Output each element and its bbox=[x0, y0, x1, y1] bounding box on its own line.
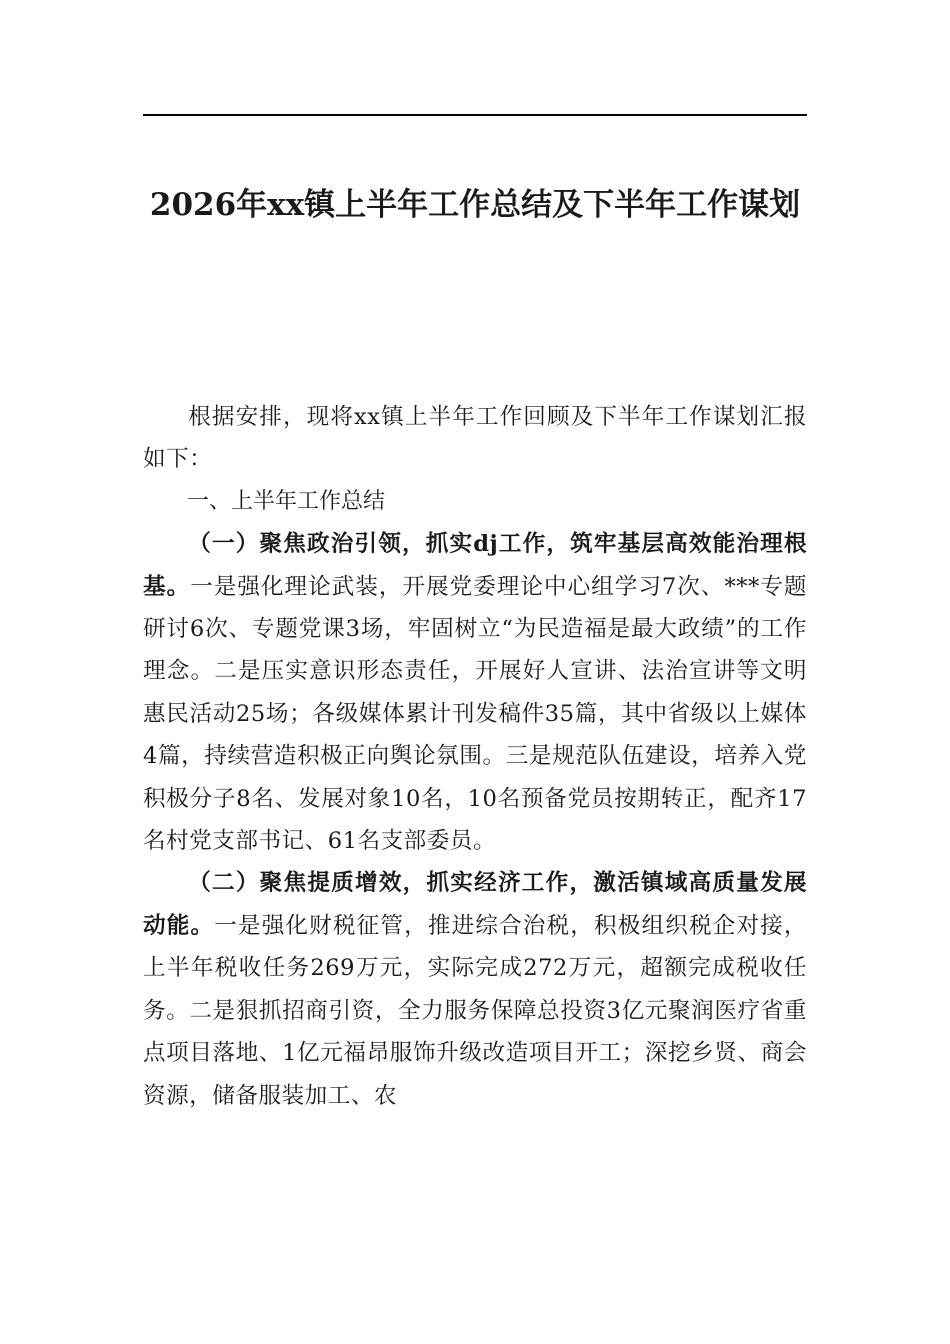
paragraph-body: 一是强化财税征管，推进综合治税，积极组织税企对接，上半年税收任务269万元，实际完成272万元，超额完成税收任务。二是狠抓招商引资，全力服务保障总投资3亿元聚润医疗省重点项目落地、1亿元福昂服饰升级改造项目开工；深挖乡贤、商会资源，储备服装加工、农 bbox=[143, 912, 808, 1109]
document-body bbox=[143, 396, 807, 1117]
paragraph-lead: （一）聚焦政治引领，抓实dj工作，筑牢基层高效能治理根基。 bbox=[143, 531, 807, 600]
paragraph-item-1 bbox=[143, 523, 807, 862]
paragraph-item-2 bbox=[143, 862, 807, 1116]
intro-paragraph: 根据安排，现将xx镇上半年工作回顾及下半年工作谋划汇报如下： bbox=[143, 404, 807, 473]
section-heading: 一、上半年工作总结 bbox=[187, 488, 386, 514]
document-title: 2026年xx镇上半年工作总结及下半年工作谋划 bbox=[149, 187, 801, 223]
paragraph-lead: （二）聚焦提质增效，抓实经济工作，激活镇域高质量发展动能。 bbox=[143, 870, 807, 939]
header-rule bbox=[143, 114, 807, 116]
paragraph-body: 一是强化理论武装，开展党委理论中心组学习7次、***专题研讨6次、专题党课3场，牢固树立“为民造福是最大政绩”的工作理念。二是压实意识形态责任，开展好人宣讲、法治宣讲等文明惠民活动25场；各级媒体累计刊发稿件35篇，其中省级以上媒体4篇，持续营造积极正向舆论氛围。三是规范队伍建设，培养入党积极分子8名、发展对象10名，10名预备党员按期转正，配齐17名村党支部书记、61名支部委员。 bbox=[143, 573, 808, 855]
